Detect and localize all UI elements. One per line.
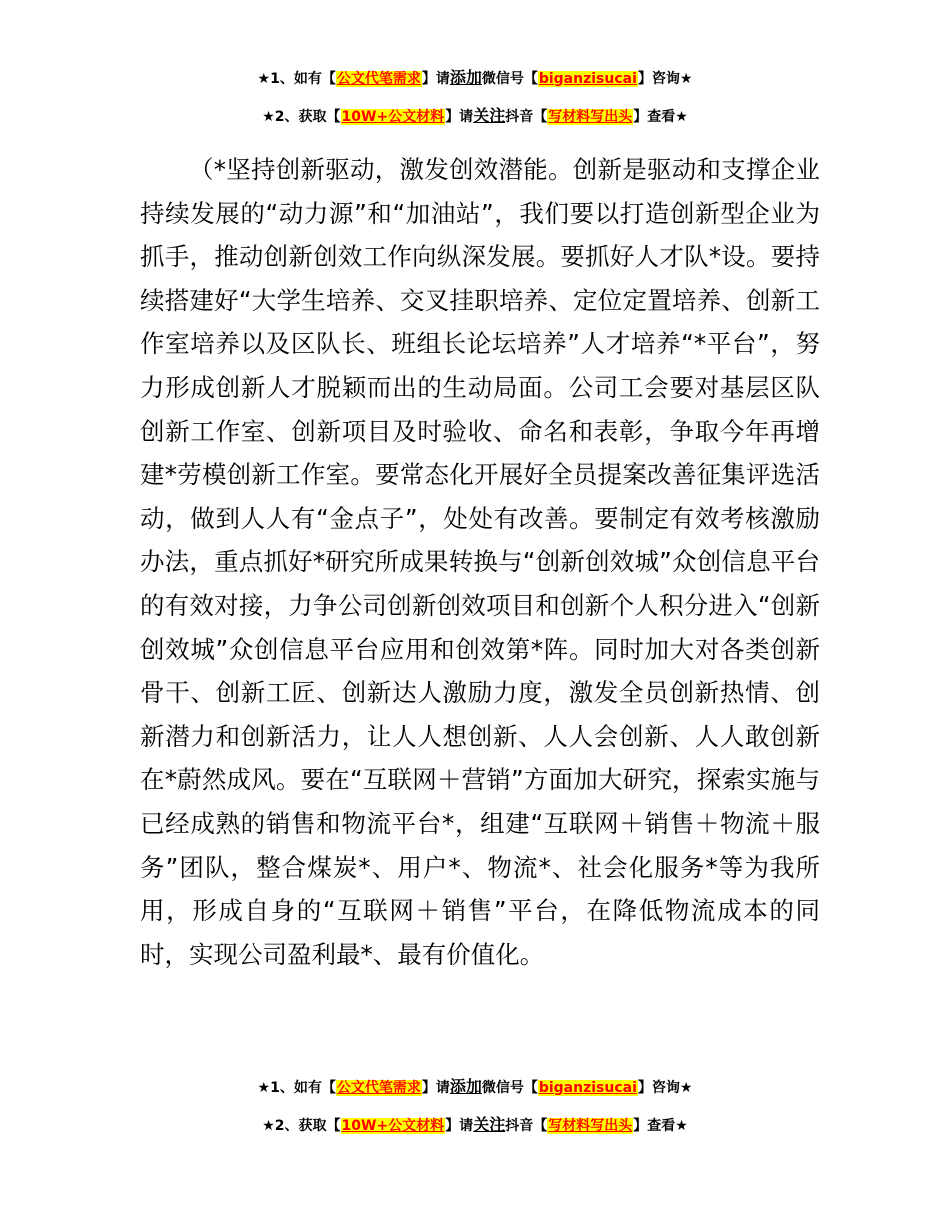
promo-highlight: 写材料写出头 [548,1118,633,1134]
promo-text: ★1、如有【 [257,71,336,87]
promo-underlined: 添加 [449,1077,482,1096]
body-paragraph: （*坚持创新驱动，激发创效潜能。创新是驱动和支撑企业持续发展的“动力源”和“加油站”，我们要以打造创新型企业为抓手，推动创新创效工作向纵深发展。要抓好人才队*设。要持续搭建好“大学生培养、交叉挂职培养、定位定置培养、创新工作室培养以及区队长、班组长论坛培养”人才培养“*平台”，努力形成创新人才脱颖而出的生动局面。公司工会要对基层区队创新工作室、创新项目及时验收、命名和表彰，争取今年再增建*劳模创新工作室。要常态化开展好全员提案改善征集评选活动，做到人人有“金点子”，处处有改善。要制定有效考核激励办法，重点抓好*研究所成果转换与“创新创效城”众创信息平台的有效对接，力争公司创新创效项目和创新个人积分进入“创新创效城”众创信息平台应用和创效第*阵。同时加大对各类创新骨干、创新工匠、创新达人激励力度，激发全员创新热情、创新潜力和创新活力，让人人想创新、人人会创新、人人敢创新在*蔚然成风。要在“互联网＋营销”方面加大研究，探索实施与已经成熟的销售和物流平台*，组建“互联网＋销售＋物流＋服务”团队，整合煤炭*、用户*、物流*、社会化服务*等为我所用，形成自身的“互联网＋销售”平台，在降低物流成本的同时，实现公司盈利最*、最有价值化。 [140,155,820,969]
promo-text: 微信号【 [481,1080,538,1096]
promo-highlight: 写材料写出头 [548,109,633,125]
promo-underlined: 关注 [473,106,506,125]
header-promo-line-1 [0,68,950,89]
promo-text: 抖音【 [505,109,548,125]
header-promo-line-2 [0,106,950,127]
promo-highlight: biganzisucai [538,1080,637,1096]
promo-highlight: 公文代笔需求 [336,71,421,87]
promo-text: 】查看★ [633,109,688,125]
promo-text: 】查看★ [633,1118,688,1134]
promo-highlight: 10W+公文材料 [341,1118,445,1134]
promo-text: ★2、获取【 [262,109,341,125]
promo-underlined: 关注 [473,1115,506,1134]
promo-text: 】请 [421,1080,450,1096]
promo-text: 】请 [421,71,450,87]
promo-highlight: biganzisucai [538,71,637,87]
promo-text: ★2、获取【 [262,1118,341,1134]
promo-text: 】请 [445,109,474,125]
promo-text: 】咨询★ [637,71,693,87]
promo-text: 抖音【 [505,1118,548,1134]
promo-text: ★1、如有【 [257,1080,336,1096]
promo-highlight: 公文代笔需求 [336,1080,421,1096]
promo-text: 】咨询★ [637,1080,693,1096]
promo-text: 微信号【 [481,71,538,87]
footer-promo-line-1 [0,1077,950,1098]
promo-highlight: 10W+公文材料 [341,109,445,125]
promo-text: 】请 [445,1118,474,1134]
footer-promo-line-2 [0,1115,950,1136]
promo-underlined: 添加 [449,68,482,87]
